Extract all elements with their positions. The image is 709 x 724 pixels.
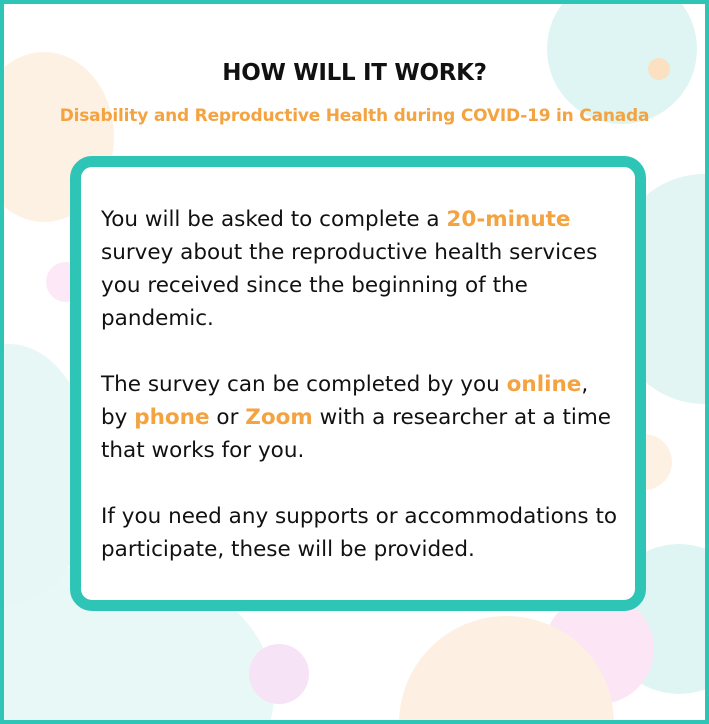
decorative-circle — [249, 644, 309, 704]
text-segment: with a researcher at a time that works for you. — [101, 405, 612, 463]
page-subtitle: Disability and Reproductive Health during COVID-19 in Canada — [59, 106, 650, 126]
text-segment: or — [209, 405, 246, 430]
text-segment: You will be asked to complete a — [101, 207, 447, 232]
text-segment: The survey can be completed by you — [101, 372, 507, 397]
paragraph-survey-length — [101, 203, 619, 335]
text-segment: survey about the reproductive health services you received since the beginning of the pandemic. — [101, 240, 598, 331]
page-title: HOW WILL IT WORK? — [222, 60, 487, 86]
text-segment: , by — [101, 372, 589, 430]
highlight-zoom: Zoom — [245, 405, 313, 430]
paragraph-completion-methods — [101, 368, 619, 467]
info-card — [70, 156, 646, 611]
highlight-duration: 20-minute — [446, 207, 571, 232]
paragraph-accommodations: If you need any supports or accommodations to participate, these will be provided. — [101, 504, 618, 562]
highlight-phone: phone — [134, 405, 210, 430]
highlight-online: online — [506, 372, 582, 397]
